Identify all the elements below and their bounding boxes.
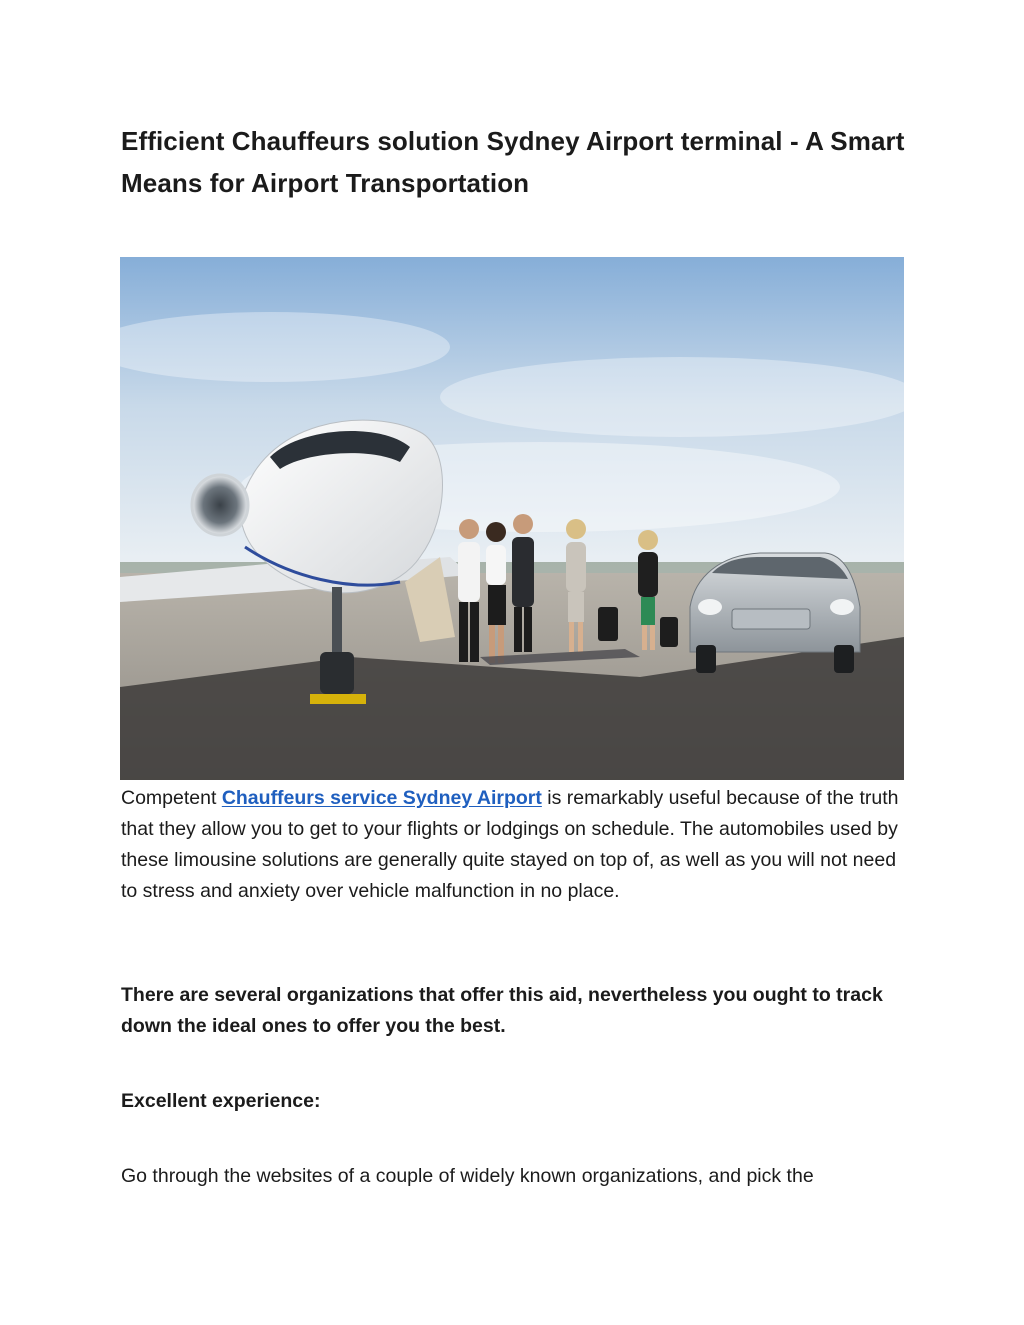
chauffeurs-service-link[interactable]: Chauffeurs service Sydney Airport — [221, 787, 542, 809]
intro-paragraph — [121, 783, 911, 907]
websites-paragraph: Go through the websites of a couple of widely known organizations, and pick the — [121, 1165, 814, 1187]
intro-paragraph-start: Competent — [121, 787, 222, 809]
organizations-paragraph: There are several organizations that offer this aid, nevertheless you ought to track down the ideal ones to offer you the best. — [121, 984, 883, 1037]
intro-paragraph-rest: is remarkably useful because of the truth that they allow you to get to your flights or lodgings on schedule. The automobiles used by these limousine solutions are generally quite stayed on top of, as well as you will not need to stress and anxiety over vehicle malfunction in no place. — [121, 787, 899, 902]
hero-image — [120, 257, 904, 780]
excellent-experience-heading: Excellent experience: — [121, 1090, 321, 1112]
document-title: Efficient Chauffeurs solution Sydney Airport terminal - A Smart Means for Airport Transportation — [121, 126, 905, 198]
